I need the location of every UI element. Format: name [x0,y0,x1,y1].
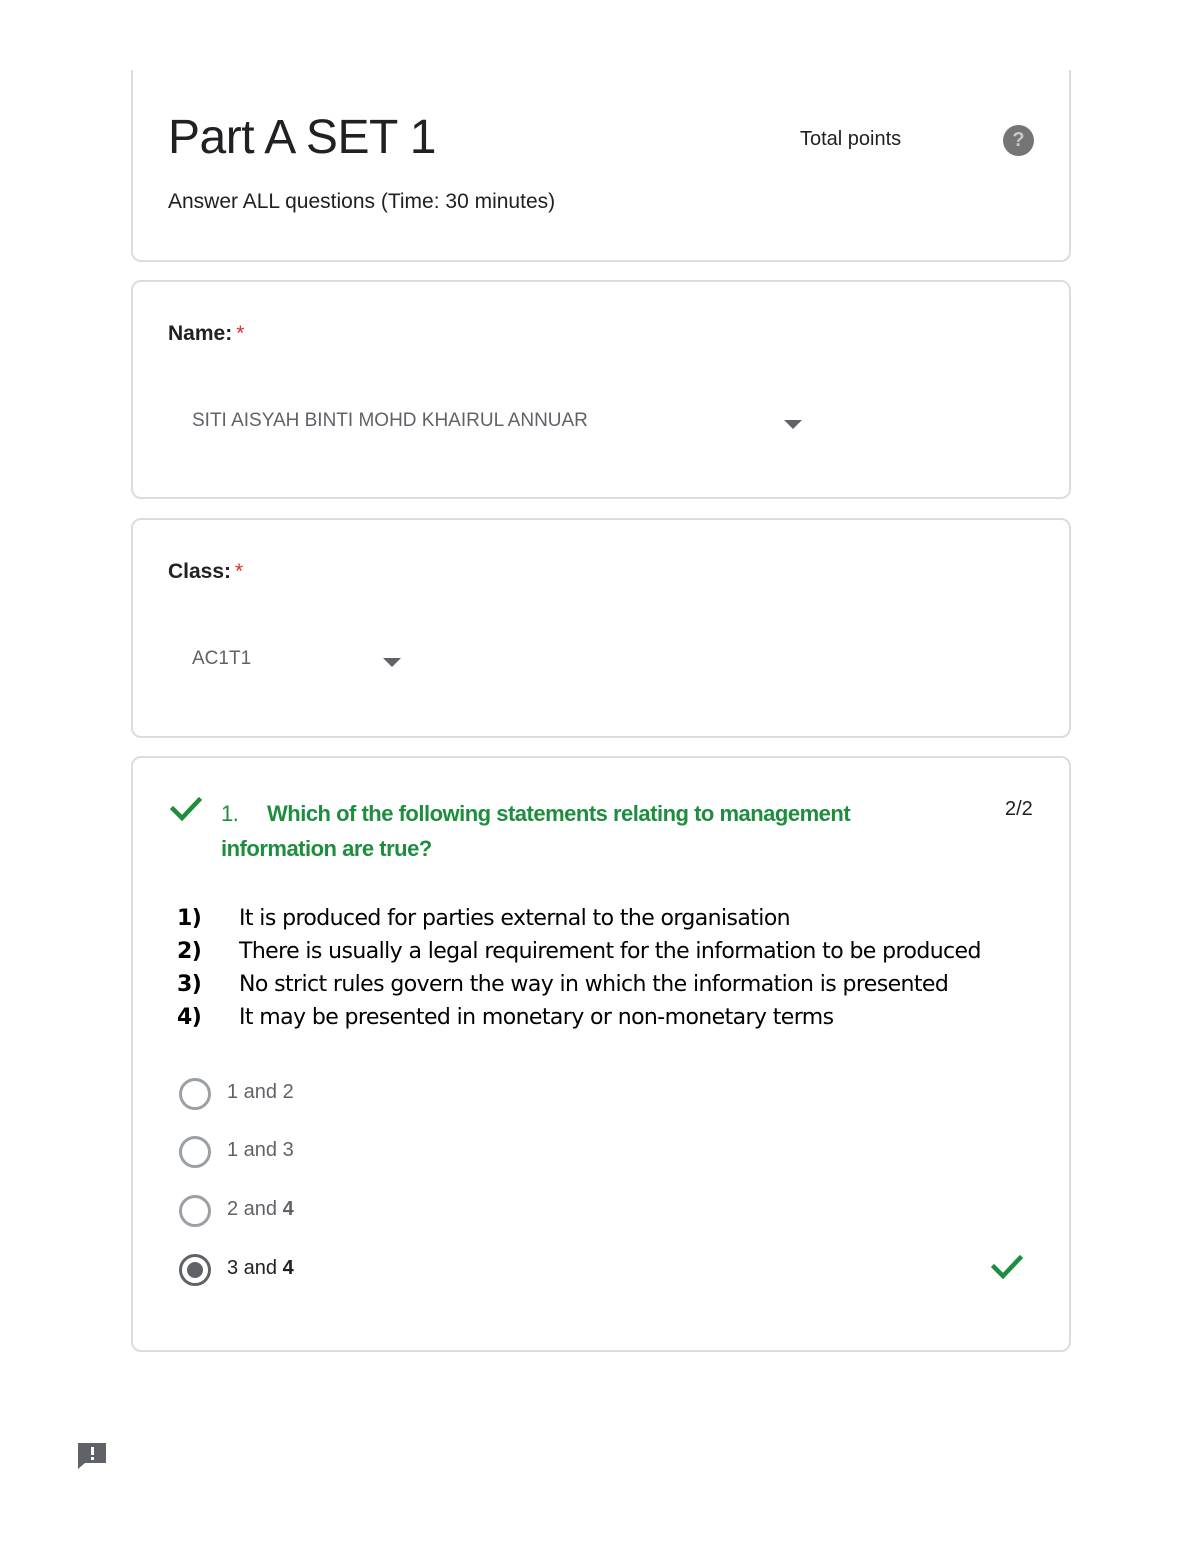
radio-button[interactable] [179,1195,211,1227]
name-label [168,322,244,346]
name-label-text: Name: [168,322,233,345]
question-1-card [131,756,1071,1352]
statement-item [177,1001,981,1034]
class-question-card [131,518,1071,738]
check-icon [170,796,202,822]
statement-number: 1) [177,906,202,931]
required-mark: * [235,560,244,583]
statement-text: There is usually a legal requirement for the information to be produced [239,939,981,964]
statement-text: No strict rules govern the way in which the information is presented [239,972,949,997]
form-header-card [131,70,1071,262]
statement-number: 2) [177,939,202,964]
form-title: Part A SET 1 [168,111,436,164]
option-label [227,1257,294,1280]
option-label-number: 3 [282,1139,294,1161]
check-icon [991,1254,1023,1280]
statement-item [177,968,981,1001]
name-dropdown-value[interactable]: SITI AISYAH BINTI MOHD KHAIRUL ANNUAR [192,410,588,431]
option-label-text: 1 and [227,1139,283,1161]
radio-button[interactable] [179,1136,211,1168]
option-label [227,1139,294,1162]
option-label-number: 4 [282,1257,294,1279]
question-title [221,796,921,866]
option-label-text: 2 and [227,1198,283,1220]
class-label [168,560,243,584]
statement-list [177,902,981,1034]
option-label [227,1198,294,1221]
form-description: Answer ALL questions (Time: 30 minutes) [168,190,556,213]
question-number: 1. [221,801,239,826]
class-label-text: Class: [168,560,232,583]
required-mark: * [236,322,245,345]
statement-number: 3) [177,972,202,997]
dropdown-caret-icon[interactable] [784,420,802,429]
radio-button-selected[interactable] [179,1254,211,1286]
question-text: Which of the following statements relating to management information are true? [221,801,851,861]
question-score: 2/2 [1005,798,1033,820]
statement-text: It may be presented in monetary or non-monetary terms [239,1005,834,1030]
radio-button[interactable] [179,1078,211,1110]
statement-text: It is produced for parties external to the organisation [239,906,791,931]
statement-number: 4) [177,1005,202,1030]
name-question-card [131,280,1071,499]
help-icon[interactable]: ? [1003,125,1034,156]
option-label-number: 2 [282,1081,294,1103]
option-label-text: 3 and [227,1257,283,1279]
total-points-label: Total points [800,128,902,150]
statement-item [177,902,981,935]
dropdown-caret-icon[interactable] [383,658,401,667]
option-label-text: 1 and [227,1081,283,1103]
statement-item [177,935,981,968]
option-label [227,1081,294,1104]
feedback-icon[interactable] [76,1441,108,1469]
option-label-number: 4 [282,1198,294,1220]
class-dropdown-value[interactable]: AC1T1 [192,648,252,669]
